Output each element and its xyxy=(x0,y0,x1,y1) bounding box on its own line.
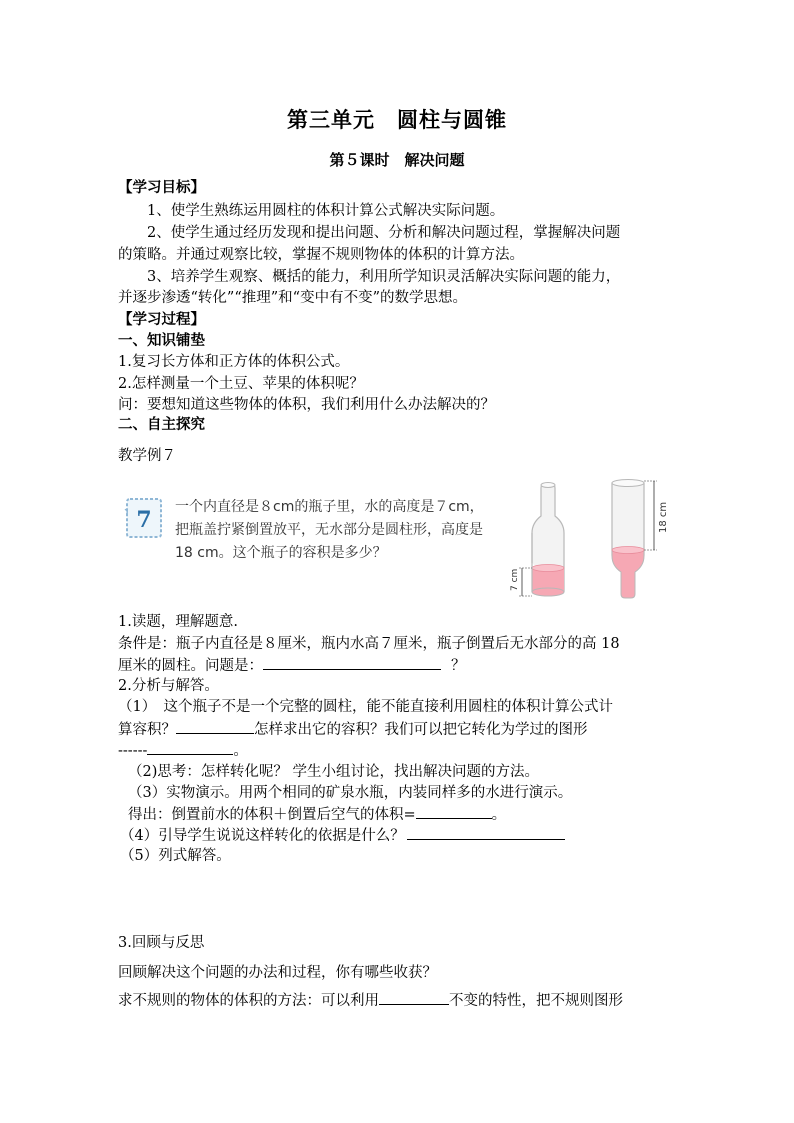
inverted-bottle xyxy=(612,480,669,599)
unit-title: 第三单元 圆柱与圆锥 xyxy=(287,107,507,132)
part1-heading: 一、知识铺垫 xyxy=(118,332,205,349)
step1-condition-line1: 条件是：瓶子内直径是８厘米，瓶内水高７厘米，瓶子倒置后无水部分的高 18 xyxy=(118,636,620,652)
step3-q1: 回顾解决这个问题的办法和过程，你有哪些收获？ xyxy=(118,965,437,981)
invariant-blank[interactable] xyxy=(379,990,449,1005)
step2-q1-line3 xyxy=(118,740,248,761)
step1-condition-end: ？ xyxy=(451,658,466,674)
example-number: 7 xyxy=(136,507,152,533)
step2-result-text: 得出：倒置前水的体积＋倒置后空气的体积= xyxy=(128,807,416,823)
step3-q2-text-b: 不变的特性，把不规则图形 xyxy=(449,993,623,1009)
objective-2-line1: 2、使学生通过经历发现和提出问题、分析和解决问题过程，掌握解决问题 xyxy=(147,225,621,241)
step2-q1-text-a: 算容积？ xyxy=(118,722,176,738)
step3-q2-text-a: 求不规则的物体的体积的方法：可以利用 xyxy=(118,993,379,1009)
step2-result xyxy=(128,804,506,825)
inverted-bottle-water xyxy=(612,550,644,598)
direct-formula-blank[interactable] xyxy=(176,719,254,734)
step2-result-period: 。 xyxy=(491,807,507,823)
part1-question-2: 2.怎样测量一个土豆、苹果的体积呢？ xyxy=(118,376,364,392)
step2-q4 xyxy=(120,825,565,846)
step2-q5: （5）列式解答。 xyxy=(120,848,231,864)
step2-q1-line2 xyxy=(118,719,588,740)
example-7-figure xyxy=(118,478,678,608)
question-blank[interactable] xyxy=(263,655,441,670)
example-intro: 教学例７ xyxy=(118,448,176,464)
example-text-line2: 把瓶盖拧紧倒置放平，无水部分是圆柱形，高度是 xyxy=(175,522,483,538)
example-number-badge-icon xyxy=(124,496,164,540)
example-text-line1: 一个内直径是８cm的瓶子里，水的高度是７cm， xyxy=(175,499,484,515)
step1-heading: 1.读题，理解题意. xyxy=(118,614,238,630)
volume-blank[interactable] xyxy=(416,804,492,819)
step1-condition-text: 厘米的圆柱。问题是： xyxy=(118,658,263,674)
bottle-illustration xyxy=(510,478,678,608)
step2-q1-text-b: 怎样求出它的容积？我们可以把它转化为学过的图形 xyxy=(254,722,588,738)
step2-q2: （2)思考：怎样转化呢？ 学生小组讨论，找出解决问题的方法。 xyxy=(128,764,539,780)
step2-q4-text: （4）引导学生说说这样转化的依据是什么？ xyxy=(120,828,405,844)
objectives-heading: 【学习目标】 xyxy=(118,179,205,196)
objective-3-line1: 3、培养学生观察、概括的能力，利用所学知识灵活解决实际问题的能力， xyxy=(147,269,621,285)
label-18cm: 18 cm xyxy=(658,501,669,533)
process-heading: 【学习过程】 xyxy=(118,311,205,328)
objective-3-line2: 并逐步渗透“转化”“推理”和“变中有不变”的数学思想。 xyxy=(118,290,467,306)
label-7cm: 7 cm xyxy=(510,568,520,591)
step2-q3: （3）实物演示。用两个相同的矿泉水瓶，内装同样多的水进行演示。 xyxy=(128,785,573,801)
step2-q1-period: 。 xyxy=(233,743,248,759)
step3-heading: 3.回顾与反思 xyxy=(118,935,205,951)
example-text-line3: 18 cm。这个瓶子的容积是多少？ xyxy=(175,545,387,561)
step1-condition-line2 xyxy=(118,655,466,676)
part1-question-3: 问：要想知道这些物体的体积，我们利用什么办法解决的？ xyxy=(118,397,495,413)
step2-q1-dashes: ------ xyxy=(118,743,148,759)
step2-heading: 2.分析与解答。 xyxy=(118,678,219,694)
example-text xyxy=(175,496,484,565)
part2-heading: 二、自主探究 xyxy=(118,416,205,433)
upright-bottle xyxy=(510,483,564,597)
step3-q2 xyxy=(118,990,623,1011)
basis-blank[interactable] xyxy=(407,825,565,840)
step2-q1-line1: （1） 这个瓶子不是一个完整的圆柱，能不能直接利用圆柱的体积计算公式计 xyxy=(118,699,613,715)
objective-1: 1、使学生熟练运用圆柱的体积计算公式解决实际问题。 xyxy=(147,203,505,219)
shape-blank[interactable] xyxy=(147,740,233,755)
lesson-title: 第５课时 解决问题 xyxy=(329,151,465,169)
part1-question-1: 1.复习长方体和正方体的体积公式。 xyxy=(118,354,350,370)
objective-2-line2: 的策略。并通过观察比较，掌握不规则物体的体积的计算方法。 xyxy=(118,247,524,263)
